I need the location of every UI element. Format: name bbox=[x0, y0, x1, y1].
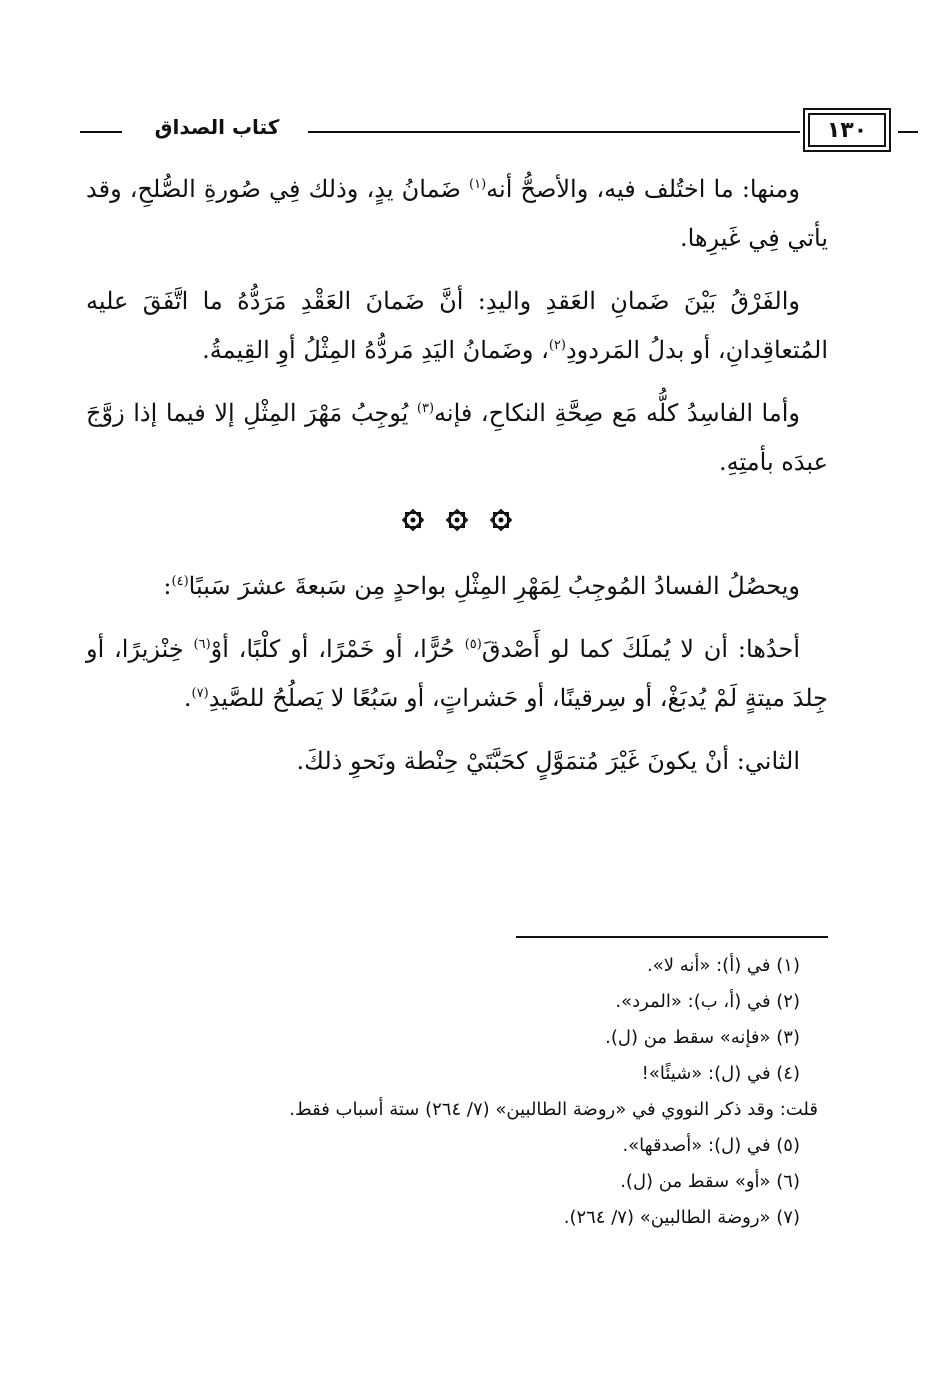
footnote-separator bbox=[516, 936, 828, 938]
paragraph-2-text-a: والفَرْقُ بَيْنَ ضَمانِ العَقدِ واليدِ: أنَّ ضَمانَ العَقْدِ مَرَدُّهُ ما اتَّفَقَ عليه المُتعاقِدانِ، أو بدلُ المَردودِ bbox=[86, 287, 828, 364]
footnote-7: (٧) «روضة الطالبين» (٧/ ٢٦٤). bbox=[563, 1207, 800, 1228]
footnote-1: (١) في (أ): «أنه لا». bbox=[646, 955, 800, 976]
paragraph-5-text-d: . bbox=[183, 684, 192, 712]
paragraph-5-text-b: حُرًّا، أو خَمْرًا، أو كلْبًا، أوْ bbox=[210, 635, 465, 663]
header-rule-left bbox=[80, 131, 122, 133]
footnote-ref-6: (٦) bbox=[193, 637, 211, 652]
section-divider bbox=[86, 501, 828, 550]
paragraph-1-text-b: ضَمانُ يدٍ، وذلك فِي صُورةِ الصُّلحِ، وقد يأتي فِي غَيرِها. bbox=[86, 175, 828, 252]
header-rule-right bbox=[898, 131, 918, 133]
footnote-ref-7: (٧) bbox=[191, 686, 209, 701]
paragraph-4 bbox=[86, 562, 828, 611]
star-ornament-icon bbox=[444, 507, 470, 533]
paragraph-1 bbox=[86, 165, 828, 263]
footnote-5: (٥) في (ل): «أصدقها». bbox=[622, 1135, 800, 1156]
paragraph-2 bbox=[86, 277, 828, 375]
main-text bbox=[86, 165, 828, 800]
page-number: ١٣٠ bbox=[808, 113, 886, 147]
footnotes bbox=[86, 948, 828, 1236]
footnote-ref-3: (٣) bbox=[416, 401, 435, 416]
footnote-ref-4: (٤) bbox=[171, 574, 189, 589]
paragraph-1-text-a: ومنها: ما اختُلف فيه، والأصحُّ أنه bbox=[486, 175, 800, 203]
footnote-2: (٢) في (أ، ب): «المرد». bbox=[615, 991, 800, 1012]
paragraph-5-text-c: خِنْزيرًا، أو جِلدَ ميتةٍ لَمْ يُدبَغْ، أو سِرقينًا، أو حَشراتٍ، أو سَبُعًا لا يَصلُحُ للصَّيدِ bbox=[86, 635, 828, 712]
paragraph-5-text-a: أحدُها: أن لا يُملَكَ كما لو أَصْدقَ bbox=[481, 635, 801, 663]
footnote-3: (٣) «فإنه» سقط من (ل). bbox=[605, 1027, 800, 1048]
star-ornament-icon bbox=[488, 507, 514, 533]
footnote-6: (٦) «أو» سقط من (ل). bbox=[620, 1171, 800, 1192]
footnote-4-comment: قلت: وقد ذكر النووي في «روضة الطالبين» (٧/ ٢٦٤) ستة أسباب فقط. bbox=[289, 1099, 818, 1120]
chapter-title: كتاب الصداق bbox=[154, 115, 280, 139]
header-rule-middle bbox=[308, 131, 800, 133]
running-header bbox=[80, 106, 868, 156]
paragraph-4-text-a: ويحصُلُ الفسادُ المُوجِبُ لِمَهْرِ المِثْلِ بواحدٍ مِن سَبعةَ عشرَ سَببًا bbox=[188, 572, 800, 600]
paragraph-5 bbox=[86, 625, 828, 723]
star-ornament-icon bbox=[400, 507, 426, 533]
footnote-ref-5: (٥) bbox=[464, 637, 482, 652]
footnote-ref-1: (١) bbox=[469, 177, 487, 192]
footnote-4: (٤) في (ل): «شيئًا»! bbox=[641, 1063, 800, 1084]
paragraph-3-text-a: وأما الفاسِدُ كلُّه مَع صِحَّةِ النكاحِ، فإنه bbox=[434, 399, 800, 427]
paragraph-4-text-b: : bbox=[163, 572, 172, 600]
paragraph-6: الثاني: أنْ يكونَ غَيْرَ مُتمَوَّلٍ كحَبَّتَيْ حِنْطة ونَحوِ ذلكَ. bbox=[296, 747, 800, 775]
paragraph-2-text-b: ، وضَمانُ اليَدِ مَردُّهُ المِثْلُ أوِ القِيمةُ. bbox=[202, 336, 549, 364]
footnote-ref-2: (٢) bbox=[548, 338, 566, 353]
paragraph-3 bbox=[86, 389, 828, 487]
page-number-box bbox=[803, 108, 891, 152]
paragraph-3-text-b: يُوجِبُ مَهْرَ المِثْلِ إلا فيما إذا زوَّجَ عبدَه بأمتِهِ. bbox=[86, 399, 828, 476]
